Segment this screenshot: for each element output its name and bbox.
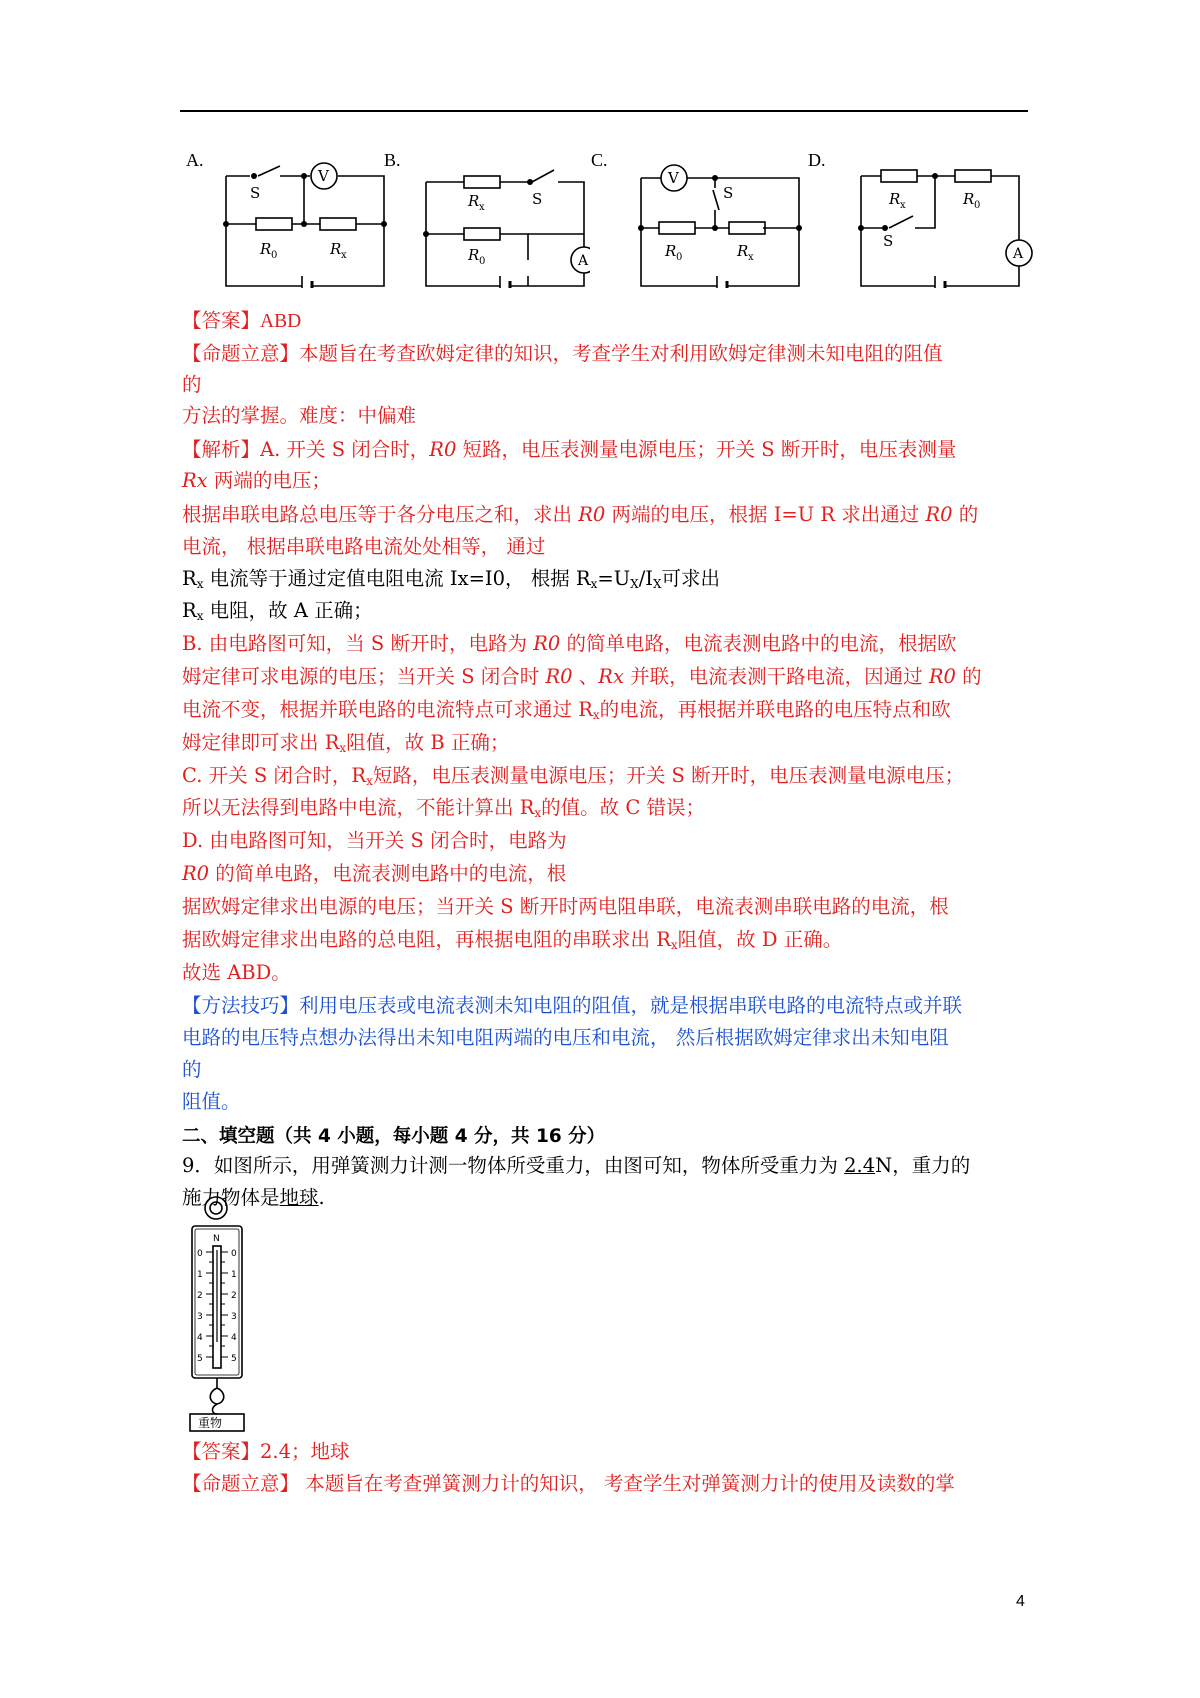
r0-sub: 0 — [676, 252, 683, 263]
scale-tick-5-right: 5 — [231, 1354, 237, 1364]
scale-tick-4-right: 4 — [231, 1333, 237, 1343]
scale-tick-1: 1 — [197, 1270, 203, 1280]
switch-label: S — [532, 190, 543, 208]
analysis-line-3: 根据串联电路总电压等于各分电压之和，求出 R0 两端的电压，根据 I=U R 求出通过 R0 的 — [182, 503, 979, 526]
analysis-line-15: 据欧姆定律求出电源的电压；当开关 S 断开时两电阻串联，电流表测串联电路的电流，根 — [182, 895, 949, 918]
analysis-line-4: 电流， 根据串联电路电流处处相等， 通过 — [182, 535, 546, 558]
weight-label: 重物 — [198, 1416, 223, 1430]
switch-label: S — [723, 184, 734, 202]
voltmeter-label: V — [318, 167, 329, 185]
analysis-line-16: 据欧姆定律求出电路的总电阻，再根据电阻的串联求出 $R_x$阻值，故 D 正确。 — [182, 928, 843, 952]
circuit-diagram-b — [420, 148, 590, 288]
method-line-1: 【方法技巧】利用电压表或电流表测未知电阻的阻值，就是根据串联电路的电流特点或并联 — [182, 994, 963, 1017]
circuit-diagram-c — [635, 148, 805, 288]
r0-sub: 0 — [974, 200, 981, 211]
method-line-2: 电路的电压特点想办法得出未知电阻两端的电压和电流， 然后根据欧姆定律求出未知电阻 — [182, 1026, 949, 1049]
r0-sub: 0 — [271, 250, 278, 261]
ammeter-label: A — [1013, 246, 1024, 262]
r0-label: R — [468, 246, 480, 264]
analysis-line-9: 电流不变，根据并联电路的电流特点可求通过 $R_x$的电流，再根据并联电路的电压特点和欧 — [182, 698, 951, 722]
spring-scale-figure — [182, 1192, 262, 1432]
option-label-c: C. — [591, 150, 608, 170]
rx-label: R — [330, 240, 342, 258]
r0-label: R — [963, 190, 975, 208]
intent-q8-cont1: 的 — [182, 373, 202, 396]
analysis-line-1: 【解析】A. 开关 S 闭合时，R0 短路，电压表测量电源电压；开关 S 断开时，电压表测量 — [182, 438, 957, 461]
voltmeter-label: V — [668, 169, 679, 187]
switch-label: S — [883, 232, 894, 250]
scale-tick-3-right: 3 — [231, 1312, 237, 1322]
rx-label: R — [737, 242, 749, 260]
analysis-line-17: 故选 ABD。 — [182, 961, 291, 984]
analysis-line-12: 所以无法得到电路中电流，不能计算出 $R_x$的值。故 C 错误； — [182, 796, 705, 820]
scale-tick-0-right: 0 — [231, 1249, 237, 1259]
option-label-b: B. — [384, 150, 401, 170]
answer-q8: 【答案】ABD — [182, 309, 302, 332]
r0-sub: 0 — [479, 256, 486, 267]
rx-sub: x — [479, 202, 485, 213]
analysis-line-5: $R_x$ 电流等于通过定值电阻电流 Ix=I0， 根据 $R_x=U_X/I_X$可求出 — [182, 567, 721, 591]
rx-sub: x — [748, 252, 754, 263]
scale-unit-label: N — [213, 1234, 220, 1244]
r0-label: R — [260, 240, 272, 258]
rx-sub: x — [341, 250, 347, 261]
intent-q8-cont2: 方法的掌握。难度：中偏难 — [182, 404, 417, 427]
rx-sub: x — [900, 200, 906, 211]
analysis-line-7: B. 由电路图可知，当 S 断开时，电路为 R0 的简单电路，电流表测电路中的电流，根据欧 — [182, 632, 957, 655]
scale-tick-0: 0 — [197, 1249, 203, 1259]
section-heading: 二、填空题（共 4 小题，每小题 4 分，共 16 分） — [182, 1126, 606, 1147]
scale-tick-5: 5 — [197, 1354, 203, 1364]
intent-q8: 【命题立意】本题旨在考查欧姆定律的知识，考查学生对利用欧姆定律测未知电阻的阻值 — [182, 342, 943, 365]
scale-tick-2-right: 2 — [231, 1291, 237, 1301]
scale-tick-1-right: 1 — [231, 1270, 237, 1280]
question-9-line-2: 施力物体是地球. — [182, 1186, 325, 1209]
analysis-line-11: C. 开关 S 闭合时，$R_x$短路，电压表测量电源电压；开关 S 断开时，电压表测量电源电压； — [182, 764, 965, 788]
rx-label: R — [468, 192, 480, 210]
scale-tick-4: 4 — [197, 1333, 203, 1343]
scale-tick-3: 3 — [197, 1312, 203, 1322]
option-label-d: D. — [808, 150, 826, 170]
analysis-line-6: $R_x$ 电阻，故 A 正确； — [182, 599, 373, 623]
r0-label: R — [665, 242, 677, 260]
switch-label: S — [250, 184, 261, 202]
header-rule — [180, 110, 1028, 112]
method-line-3: 的 — [182, 1058, 202, 1081]
analysis-line-2: Rx 两端的电压； — [182, 469, 331, 492]
analysis-line-10: 姆定律即可求出 $R_x$阻值，故 B 正确； — [182, 731, 510, 755]
circuit-diagram-a — [220, 148, 390, 288]
ammeter-label: A — [578, 253, 589, 269]
analysis-line-14: R0 的简单电路，电流表测电路中的电流，根 — [182, 862, 567, 885]
scale-tick-2: 2 — [197, 1291, 203, 1301]
intent-q9: 【命题立意】 本题旨在考查弹簧测力计的知识， 考查学生对弹簧测力计的使用及读数的掌 — [182, 1472, 955, 1495]
rx-label: R — [889, 190, 901, 208]
answer-q9: 【答案】2.4；地球 — [182, 1440, 350, 1463]
circuit-diagram-d — [855, 148, 1035, 288]
page-number: 4 — [1016, 1593, 1025, 1610]
option-label-a: A. — [186, 150, 204, 170]
analysis-line-13: D. 由电路图可知，当开关 S 闭合时，电路为 — [182, 829, 567, 852]
method-line-4: 阻值。 — [182, 1090, 241, 1113]
question-9-line-1: 9．如图所示，用弹簧测力计测一物体所受重力，由图可知，物体所受重力为 2.4N，重力的 — [182, 1154, 971, 1177]
analysis-line-8: 姆定律可求电源的电压；当开关 S 闭合时 R0 、Rx 并联，电流表测干路电流，因通过 R0 的 — [182, 665, 982, 688]
